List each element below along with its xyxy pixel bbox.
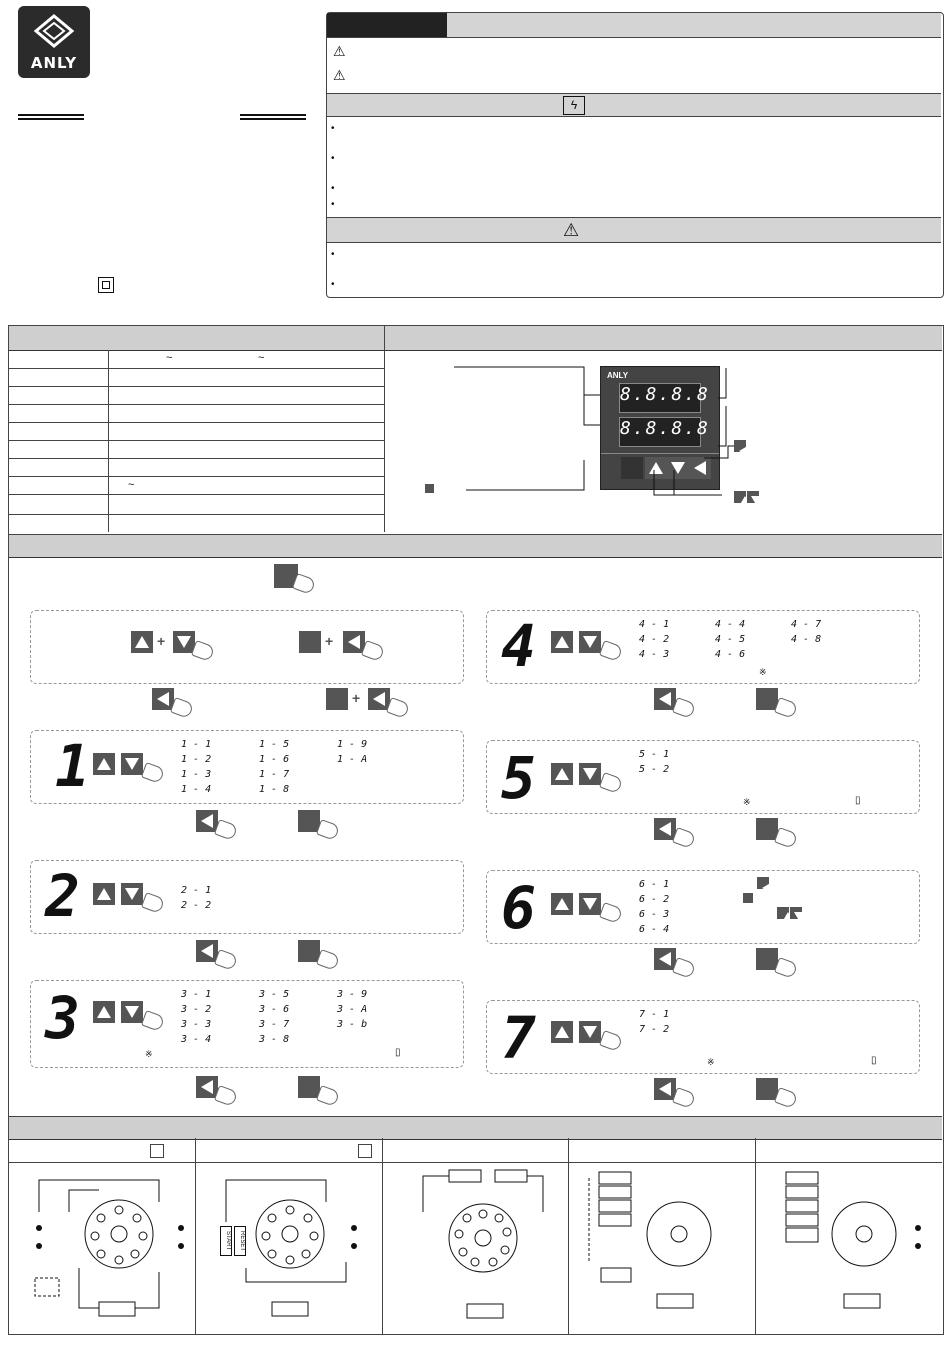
mode-code: 7 - 1 [639, 1009, 670, 1020]
mode-code: 1 - 9 [337, 739, 368, 750]
mode-code: 4 - 6 [715, 649, 746, 660]
group-number: 7 [501, 1004, 536, 1072]
mode-code: 1 - 1 [181, 739, 212, 750]
group-number: 1 [55, 732, 90, 800]
shift-key-legend-icon [757, 877, 769, 889]
down-key-icon [121, 1001, 143, 1023]
spec-header [9, 326, 942, 351]
down-key-icon [121, 753, 143, 775]
shift-key-legend-icon [734, 440, 746, 452]
mode-code: 3 - A [337, 1004, 368, 1015]
mode-code: 1 - A [337, 754, 368, 765]
up-key-icon [551, 763, 573, 785]
anly-logo [18, 6, 90, 78]
mode-code: 4 - 8 [791, 634, 822, 645]
up-key-legend-icon [734, 491, 746, 503]
reset-terminal: RESET [234, 1226, 246, 1256]
down-key-icon [579, 631, 601, 653]
mode-code: 4 - 5 [715, 634, 746, 645]
device-callout-lines [384, 350, 942, 532]
group-number: 4 [501, 612, 536, 680]
mode-code: 3 - 6 [259, 1004, 290, 1015]
wiring-diagram-5 [756, 1162, 942, 1332]
lower-readout: 8.8.8.8 [620, 418, 710, 439]
mode-code: 3 - 3 [181, 1019, 212, 1030]
mode-code: 4 - 3 [639, 649, 670, 660]
up-key-icon [131, 631, 153, 653]
mode-code: 3 - 7 [259, 1019, 290, 1030]
spec-col-divider [108, 350, 109, 532]
mode-group-5: 5 5 - 1 5 - 2 ※ ▯ [486, 740, 920, 814]
mode-code: 6 - 3 [639, 909, 670, 920]
down-key-icon [579, 893, 601, 915]
entry-panel: + + [30, 610, 464, 684]
mode-group-7: 7 7 - 1 7 - 2 ※ ▯ [486, 1000, 920, 1074]
down-key-legend-icon [790, 907, 802, 919]
mode-code: 1 - 6 [259, 754, 290, 765]
mode-code: 1 - 4 [181, 784, 212, 795]
checkbox-icon [358, 1144, 372, 1158]
mode-key-legend-icon [425, 484, 434, 493]
mode-code: 1 - 8 [259, 784, 290, 795]
press-hand-icon [599, 640, 623, 662]
up-key-icon [551, 1021, 573, 1043]
press-hand-icon [141, 762, 165, 784]
mode-code: 7 - 2 [639, 1024, 670, 1035]
mode-key-icon [299, 631, 321, 653]
mode-key-legend-icon [743, 893, 753, 903]
start-terminal: START [220, 1226, 232, 1256]
mode-group-3: 3 3 - 1 3 - 2 3 - 3 3 - 4 3 - 5 3 - 6 3 - 7 3 - 8 3 - 9 3 - A 3 - b ※ ▯ [30, 980, 464, 1068]
device-brand: ANLY [607, 371, 629, 380]
wiring-header [9, 1116, 942, 1140]
press-hand-icon [599, 1030, 623, 1052]
wiring-diagram-1 [9, 1162, 195, 1332]
upper-readout: 8.8.8.8 [620, 384, 710, 405]
mode-key-icon [326, 688, 348, 710]
mode-code: 4 - 7 [791, 619, 822, 630]
press-hand-icon [361, 640, 385, 662]
mode-code: 2 - 1 [181, 885, 212, 896]
down-key-legend-icon [747, 491, 759, 503]
up-key-icon [551, 893, 573, 915]
mode-code: 1 - 5 [259, 739, 290, 750]
group-number: 5 [501, 744, 536, 812]
up-key-icon [551, 631, 573, 653]
mode-group-1 [30, 730, 464, 804]
mode-code: 3 - 2 [181, 1004, 212, 1015]
press-hand-icon [599, 772, 623, 794]
wiring-subheader [9, 1138, 942, 1163]
group-number: 3 [45, 984, 80, 1052]
mode-code: 3 - 9 [337, 989, 368, 1000]
mode-code: 2 - 2 [181, 900, 212, 911]
warning-icon: ⚠ [333, 43, 346, 59]
caution-icon: ⚠ [563, 220, 580, 240]
up-key-icon [93, 753, 115, 775]
logo-text: ANLY [30, 54, 78, 72]
mode-code: 3 - b [337, 1019, 368, 1030]
group-number: 2 [45, 862, 80, 930]
safety-header [327, 13, 941, 38]
wiring-diagram-3 [383, 1162, 568, 1332]
mode-code: 4 - 1 [639, 619, 670, 630]
mode-code: 3 - 4 [181, 1034, 212, 1045]
checkbox-icon [150, 1144, 164, 1158]
mode-group-4: 4 4 - 1 4 - 2 4 - 3 4 - 4 4 - 5 4 - 6 4 - 7 4 - 8 ※ [486, 610, 920, 684]
up-key-legend-icon [777, 907, 789, 919]
mode-code: 6 - 1 [639, 879, 670, 890]
mode-group-2 [30, 860, 464, 934]
group-number: 6 [501, 874, 536, 942]
double-insulation-symbol [98, 277, 114, 293]
up-key-icon [93, 1001, 115, 1023]
mode-code: 1 - 2 [181, 754, 212, 765]
mode-code: 3 - 5 [259, 989, 290, 1000]
down-key-icon [121, 883, 143, 905]
electric-shock-icon: ϟ [563, 96, 585, 115]
mode-code: 4 - 4 [715, 619, 746, 630]
mode-code: 5 - 1 [639, 749, 670, 760]
mode-group-6 [486, 870, 920, 944]
warning-icon: ⚠ [333, 67, 346, 83]
down-key-icon [579, 763, 601, 785]
logo-mark-icon [34, 14, 74, 48]
press-hand-icon [141, 892, 165, 914]
mode-code: 3 - 8 [259, 1034, 290, 1045]
mode-code: 6 - 2 [639, 894, 670, 905]
down-key-icon [579, 1021, 601, 1043]
danger-bar [327, 93, 941, 117]
press-hand-icon [141, 1010, 165, 1032]
press-hand-icon [599, 902, 623, 924]
mode-code: 1 - 3 [181, 769, 212, 780]
up-key-icon [93, 883, 115, 905]
title-rule-right [240, 114, 306, 120]
setting-header [9, 534, 942, 558]
press-hand-icon [191, 640, 215, 662]
safety-header-tab [327, 13, 447, 37]
safety-box: ⚠ ⚠ ϟ • • • • ⚠ • • [326, 12, 944, 298]
title-rule-left [18, 114, 84, 120]
mode-code: 1 - 7 [259, 769, 290, 780]
caution-bar [327, 217, 941, 243]
wiring-diagram-4 [569, 1162, 755, 1332]
mode-code: 3 - 1 [181, 989, 212, 1000]
mode-code: 6 - 4 [639, 924, 670, 935]
mode-code: 4 - 2 [639, 634, 670, 645]
mode-code: 5 - 2 [639, 764, 670, 775]
